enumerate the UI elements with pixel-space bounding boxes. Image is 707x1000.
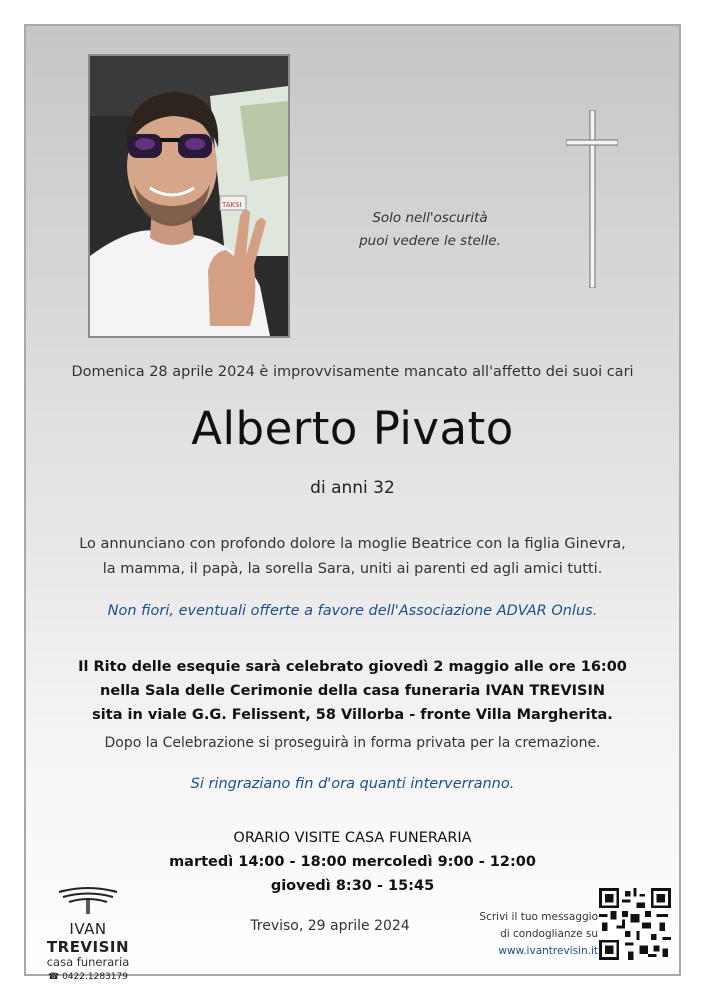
condolence-message [470,909,598,960]
funeral-home-name: IVAN TREVISIN [46,920,130,956]
quote [310,207,550,253]
website-link[interactable]: www.ivantrevisin.it [498,945,598,957]
funeral-home-logo [34,884,142,982]
intro-text: Domenica 28 aprile 2024 è improvvisamente mancato all'affetto dei suoi cari [71,364,634,380]
rite-line: Il Rito delle esequie sarà celebrato giovedì 2 maggio alle ore 16:00 [78,659,627,675]
visiting-hours-line: martedì 14:00 - 18:00 mercoledì 9:00 - 12:00 [169,854,536,870]
flowers-note: Non fiori, eventuali offerte a favore dell'Associazione ADVAR Onlus. [107,603,598,619]
visiting-hours-line: giovedì 8:30 - 15:45 [270,878,435,894]
taxi-sign: TAKSI [222,201,242,209]
thanks-note: Si ringraziano fin d'ora quanti interverranno. [190,776,515,792]
deceased-name: Alberto Pivato [191,402,514,455]
funeral-home-phone: ☎ 0422.1283179 [48,972,128,982]
funeral-home-subtitle: casa funeraria [46,955,130,969]
announcement [24,532,681,582]
place-date: Treviso, 29 aprile 2024 [250,918,410,934]
portrait-photo [88,54,290,338]
phone-icon: ☎ [48,972,60,982]
cross-icon [566,110,618,288]
after-ceremony-note: Dopo la Celebrazione si proseguirà in forma privata per la cremazione. [104,735,601,751]
quote-line: Solo nell'oscurità [372,210,488,226]
funeral-rite [24,655,681,727]
visiting-hours-title: ORARIO VISITE CASA FUNERARIA [233,830,472,846]
quote-line: puoi vedere le stelle. [359,233,501,249]
rite-line: sita in viale G.G. Felissent, 58 Villorba - fronte Villa Margherita. [92,707,613,723]
rite-line: nella Sala delle Cerimonie della casa funeraria IVAN TREVISIN [100,683,605,699]
condolence-line: Scrivi il tuo messaggio [479,911,598,923]
condolence-line: di condoglianze su [500,928,598,940]
announcement-line: la mamma, il papà, la sorella Sara, uniti ai parenti ed agli amici tutti. [102,561,603,577]
tree-logo-icon [53,884,123,914]
announcement-line: Lo annunciano con profondo dolore la moglie Beatrice con la figlia Ginevra, [79,536,626,552]
deceased-age: di anni 32 [310,478,395,498]
qr-code-icon[interactable] [599,888,671,960]
